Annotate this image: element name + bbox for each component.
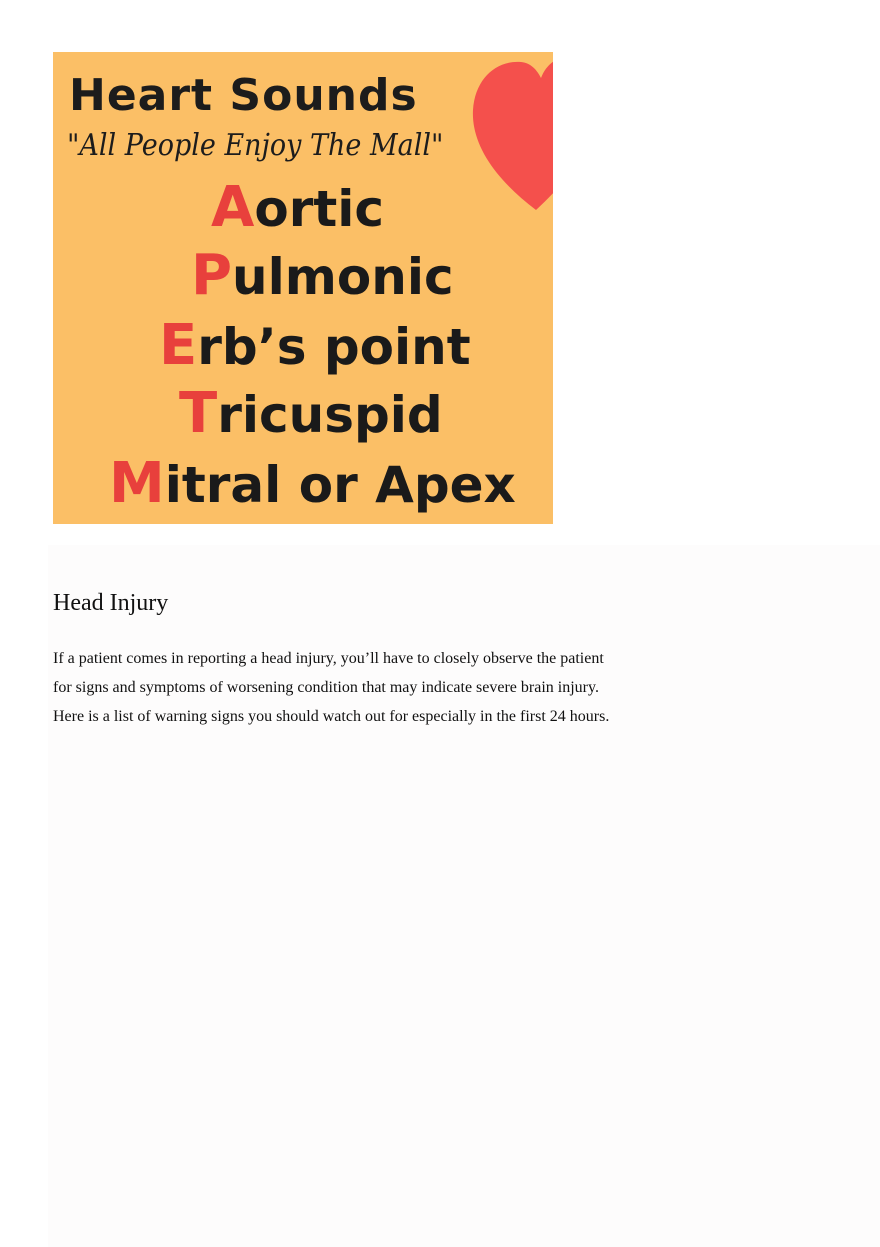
- mnemonic-word: ricuspid: [217, 386, 443, 444]
- mnemonic-line-aortic: [211, 175, 385, 240]
- mnemonic-word: rb’s point: [197, 318, 471, 376]
- body-line: for signs and symptoms of worsening condition that may indicate severe brain injury.: [53, 679, 599, 696]
- mnemonic-word: ortic: [254, 180, 385, 238]
- heart-sounds-mnemonic-image: [53, 52, 553, 524]
- mnemonic-initial: M: [109, 451, 165, 516]
- body-paragraph: [53, 644, 663, 731]
- mnemonic-initial: T: [179, 381, 218, 446]
- mnemonic-initial: A: [211, 175, 255, 240]
- body-line: Here is a list of warning signs you should watch out for especially in the first 24 hours.: [53, 708, 610, 725]
- heart-icon: [469, 52, 553, 214]
- body-line: If a patient comes in reporting a head injury, you’ll have to closely observe the patient: [53, 650, 604, 667]
- mnemonic-initial: E: [159, 313, 198, 378]
- poster-slogan: "All People Enjoy The Mall": [67, 128, 444, 163]
- mnemonic-line-mitral: [109, 451, 516, 516]
- mnemonic-line-tricuspid: [179, 381, 443, 446]
- section-heading: Head Injury: [53, 590, 169, 616]
- poster-title: Heart Sounds: [69, 70, 418, 121]
- mnemonic-word: ulmonic: [232, 248, 454, 306]
- mnemonic-initial: P: [191, 243, 233, 308]
- mnemonic-line-erbs-point: [159, 313, 471, 378]
- mnemonic-line-pulmonic: [191, 243, 454, 308]
- mnemonic-word: itral or Apex: [164, 456, 516, 514]
